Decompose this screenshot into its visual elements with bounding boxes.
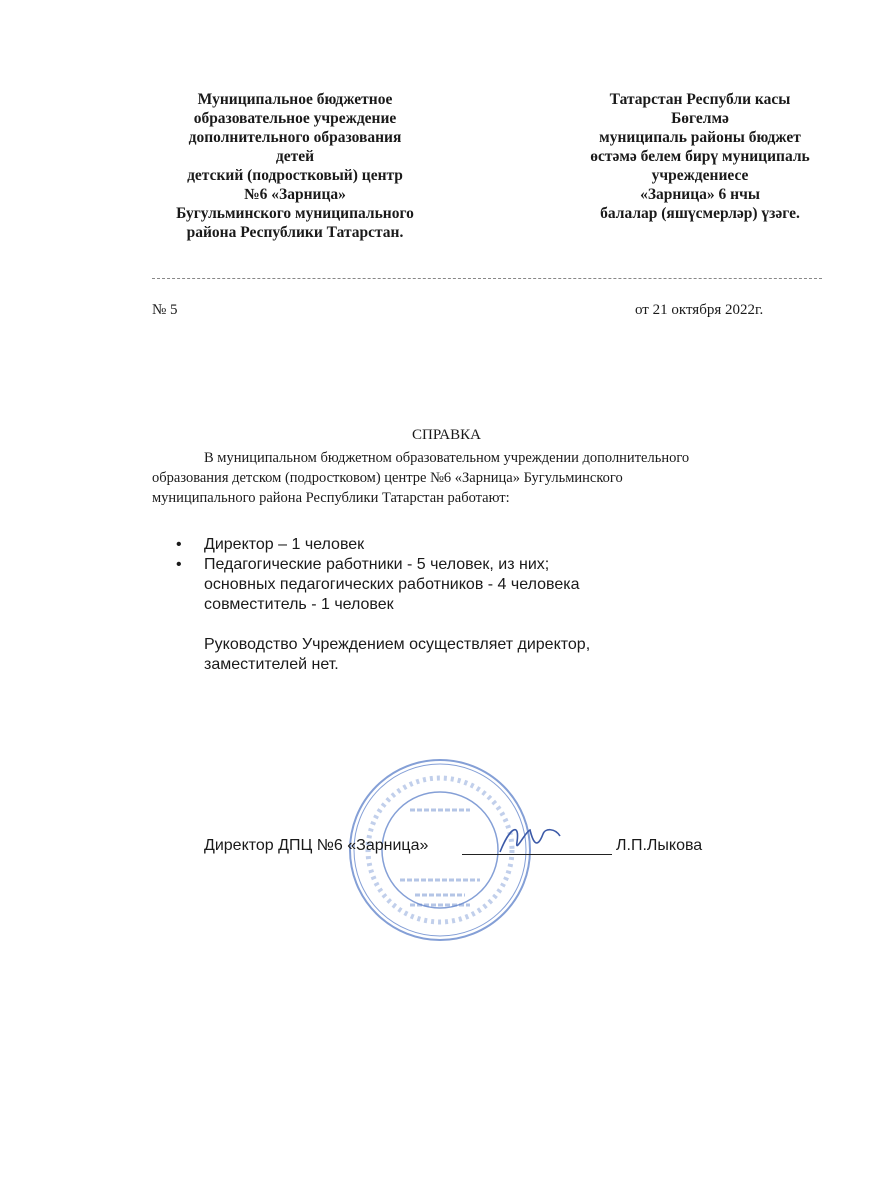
header-line: Бөгелмә xyxy=(671,110,729,127)
header-line: учреждениесе xyxy=(651,167,749,184)
list-item-text: Педагогические работники - 5 человек, из них; xyxy=(204,556,550,573)
header-line: образовательное учреждение xyxy=(193,110,397,127)
intro-line: В муниципальном бюджетном образовательном учреждении дополнительного xyxy=(204,450,690,466)
header-line: балалар (яшүсмерләр) үзәге. xyxy=(600,205,800,222)
header-line: Бугульминского муниципального xyxy=(176,205,414,222)
header-line: №6 «Зарница» xyxy=(244,186,346,203)
header-line: Татарстан Республи касы xyxy=(609,91,791,108)
list-item: основных педагогических работников - 4 человека xyxy=(204,576,580,593)
header-line: дополнительного образования xyxy=(188,129,402,146)
list-item-text: Директор – 1 человек xyxy=(204,536,365,553)
handwritten-signature xyxy=(495,822,565,858)
header-line: детей xyxy=(275,148,315,165)
list-item: совместитель - 1 человек xyxy=(204,596,394,613)
intro-line: муниципального района Республики Татарстан работают: xyxy=(152,490,510,506)
doc-title: СПРАВКА xyxy=(412,427,481,443)
header-line: «Зарница» 6 нчы xyxy=(640,186,760,203)
bullet-icon: • xyxy=(176,556,182,573)
header-right-org-name xyxy=(560,90,840,223)
intro-paragraph xyxy=(152,448,689,508)
list-item xyxy=(176,535,590,555)
header-left-org-name xyxy=(150,90,440,242)
intro-line: образования детском (подростковом) центре №6 «Зарница» Бугульминского xyxy=(152,470,623,486)
signature-position: Директор ДПЦ №6 «Зарница» xyxy=(204,837,429,854)
header-divider xyxy=(152,278,822,279)
signature-name: Л.П.Лыкова xyxy=(616,837,703,854)
management-line: заместителей нет. xyxy=(204,656,339,673)
doc-number: № 5 xyxy=(152,302,178,318)
header-line: муниципаль районы бюджет xyxy=(599,129,801,146)
header-line: өстәмә белем бирү муниципаль xyxy=(590,148,810,165)
header-line: района Республики Татарстан. xyxy=(186,224,404,241)
staff-list xyxy=(176,535,590,675)
list-item xyxy=(176,555,590,575)
header-line: Муниципальное бюджетное xyxy=(197,91,393,108)
bullet-icon: • xyxy=(176,536,182,553)
header-line: детский (подростковый) центр xyxy=(187,167,403,184)
management-line: Руководство Учреждением осуществляет директор, xyxy=(204,636,591,653)
doc-date: от 21 октября 2022г. xyxy=(635,302,764,318)
